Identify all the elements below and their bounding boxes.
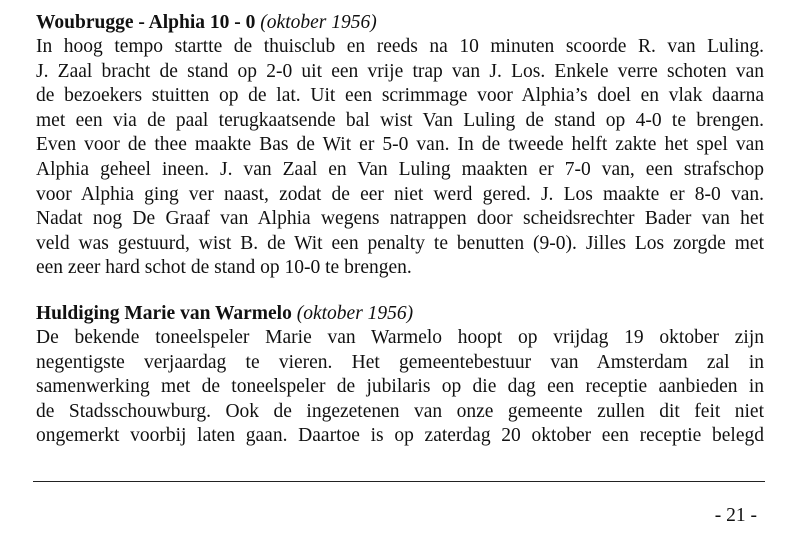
text-line: veld was gestuurd, wist B. de Wit een penalty te benutten (9-0). Jilles Los zorgde met [36, 232, 764, 254]
article-body [36, 326, 764, 449]
text-line: In hoog tempo startte de thuisclub en reeds na 10 minuten scoorde R. van Luling. [36, 36, 764, 57]
text-line: de Stadsschouwburg. Ook de ingezetenen van onze gemeente zullen dit feit niet [36, 400, 764, 422]
article-woubrugge-alphia [36, 10, 764, 281]
article-heading [36, 10, 764, 35]
document-page [36, 10, 764, 449]
text-line: De bekende toneelspeler Marie van Warmelo hoopt op vrijdag 19 oktober zijn [36, 326, 764, 348]
text-line: samenwerking met de toneelspeler de jubilaris op die dag een receptie aanbieden in [36, 376, 764, 398]
text-line: ongemerkt voorbij laten gaan. Daartoe is op zaterdag 20 oktober een receptie belegd [36, 425, 764, 447]
text-line: Nadat nog De Graaf van Alphia wegens natrappen door scheidsrechter Bader van het [36, 208, 764, 230]
text-line: Alphia geheel ineen. J. van Zaal en Van Luling maakten er 7-0 van, een strafschop [36, 158, 764, 180]
text-line: Even voor de thee maakte Bas de Wit er 5-0 van. In de tweede helft zakte het spel van [36, 134, 764, 156]
footer-divider [33, 481, 765, 482]
article-body [36, 35, 764, 281]
text-line: een zeer hard schot de stand op 10-0 te brengen. [36, 257, 412, 279]
article-huldiging-marie-van-warmelo [36, 301, 764, 449]
article-heading [36, 301, 764, 326]
text-line: J. Zaal bracht de stand op 2-0 uit een vrije trap van J. Los. Enkele verre schoten van [36, 60, 764, 82]
article-title: Woubrugge - Alphia 10 - 0 [36, 12, 256, 33]
text-line: de bezoekers stuitten op de lat. Uit een scrimmage voor Alphia’s doel en vlak daarna [36, 85, 764, 107]
text-line: voor Alphia ging ver naast, zodat de eer niet werd gered. J. Los maakte er 8-0 van. [36, 183, 764, 205]
article-date: (oktober 1956) [296, 302, 414, 324]
page-number: - 21 - [714, 505, 757, 526]
article-date: (oktober 1956) [260, 12, 377, 33]
article-title: Huldiging Marie van Warmelo [36, 302, 292, 324]
text-line: met een via de paal terugkaatsende bal wist Van Luling de stand op 4-0 te brengen. [36, 109, 764, 131]
text-line: negentigste verjaardag te vieren. Het gemeentebestuur van Amsterdam zal in [36, 351, 764, 373]
